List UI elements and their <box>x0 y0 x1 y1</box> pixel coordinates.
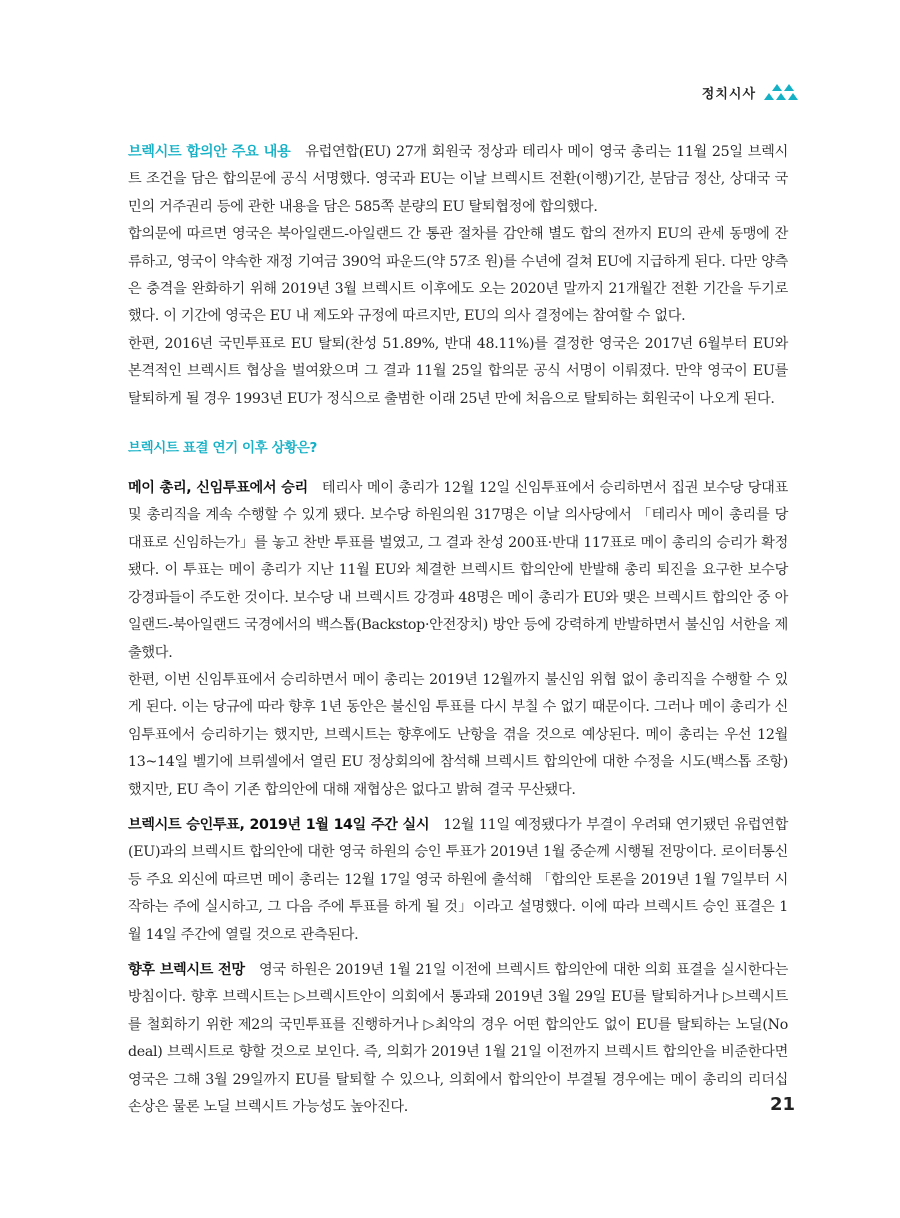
paragraph-agreement-details: 합의문에 따르면 영국은 북아일랜드-아일랜드 간 통관 절차를 감안해 별도 합의 전까지 EU의 관세 동맹에 잔류하고, 영국이 약속한 재정 기여금 390억 파운드(약 57조 원)를 수년에 걸쳐 EU에 지급하게 된다. 다만 양측은 충격을 완화하기 위해 2019년 3월 브렉시트 이후에도 오는 2020년 말까지 21개월간 전환 기간을 두기로 했다. 이 기간에 영국은 EU 내 제도와 규정에 따르지만, EU의 의사 결정에는 참여할 수 없다. <box>128 226 788 325</box>
lead-main-contents: 브렉시트 합의안 주요 내용 <box>128 144 291 160</box>
page-number: 21 <box>770 1094 796 1115</box>
section-logo-icon <box>764 82 800 102</box>
paragraph-main-contents-text: 유럽연합(EU) 27개 회원국 정상과 테리사 메이 영국 총리는 11월 25일 브렉시트 조건을 담은 합의문에 공식 서명했다. 영국과 EU는 이날 브렉시트 전환(이행)기간, 분담금 정산, 상대국 국민의 거주권리 등에 관한 내용을 담은 585쪽 분량의 EU 탈퇴협정에 합의했다. <box>128 144 788 215</box>
article-body <box>128 139 788 1121</box>
paragraph-outlook-text: 영국 하원은 2019년 1월 21일 이전에 브렉시트 합의안에 대한 의회 표결을 실시한다는 방침이다. 향후 브렉시트는 ▷브렉시트안이 의회에서 통과돼 2019년 3월 29일 EU를 탈퇴하거나 ▷브렉시트를 철회하기 위한 제2의 국민투표를 진행하거나 ▷최악의 경우 어떤 합의안도 없이 EU를 탈퇴하는 노딜(No deal) 브렉시트로 향할 것으로 보인다. 즉, 의회가 2019년 1월 21일 이전까지 브렉시트 합의안을 비준한다면 영국은 그해 3월 29일까지 EU를 탈퇴할 수 있으나, 의회에서 합의안이 부결될 경우에는 메이 총리의 리더십 손상은 물론 노딜 브렉시트 가능성도 높아진다. <box>128 961 788 1115</box>
paragraph-confidence-vote <box>128 475 788 667</box>
paragraph-outlook <box>128 957 788 1121</box>
lead-confidence-vote: 메이 총리, 신임투표에서 승리 <box>128 480 308 497</box>
page-header <box>702 82 800 102</box>
paragraph-approval-vote <box>128 812 788 949</box>
paragraph-approval-vote-text: 12월 11일 예정됐다가 부결이 우려돼 연기됐던 유럽연합(EU)과의 브렉시트 합의안에 대한 영국 하원의 승인 투표가 2019년 1월 중순께 시행될 전망이다. 로이터통신 등 주요 외신에 따르면 메이 총리는 12월 17일 영국 하원에 출석해 「합의안 토론을 2019년 1월 7일부터 시작하는 주에 실시하고, 그 다음 주에 투표를 하게 될 것」이라고 설명했다. 이에 따라 브렉시트 승인 표결은 1월 14일 주간에 열릴 것으로 관측된다. <box>128 816 788 943</box>
lead-approval-vote: 브렉시트 승인투표, 2019년 1월 14일 주간 실시 <box>128 816 430 833</box>
paragraph-main-contents <box>128 139 788 221</box>
heading-after-vote-delay: 브렉시트 표결 연기 이후 상황은? <box>128 440 317 457</box>
paragraph-referendum-background: 한편, 2016년 국민투표로 EU 탈퇴(찬성 51.89%, 반대 48.11%)를 결정한 영국은 2017년 6월부터 EU와 본격적인 브렉시트 협상을 벌여왔으며 그 결과 11월 25일 합의문 공식 서명이 이뤄졌다. 만약 영국이 EU를 탈퇴하게 될 경우 1993년 EU가 정식으로 출범한 이래 25년 만에 처음으로 탈퇴하는 회원국이 나오게 된다. <box>128 335 788 407</box>
lead-outlook: 향후 브렉시트 전망 <box>128 961 245 978</box>
paragraph-confidence-aftermath: 한편, 이번 신임투표에서 승리하면서 메이 총리는 2019년 12월까지 불신임 위협 없이 총리직을 수행할 수 있게 된다. 이는 당규에 따라 향후 1년 동안은 불신임 투표를 다시 부칠 수 없기 때문이다. 그러나 메이 총리가 신임투표에서 승리하기는 했지만, 브렉시트는 향후에도 난항을 겪을 것으로 예상된다. 메이 총리는 우선 12월 13~14일 벨기에 브뤼셀에서 열린 EU 정상회의에 참석해 브렉시트 합의안에 대한 수정을 시도(백스톱 조항)했지만, EU 측이 기존 합의안에 대해 재협상은 없다고 밝혀 결국 무산됐다. <box>128 671 788 798</box>
paragraph-confidence-vote-text: 테리사 메이 총리가 12월 12일 신임투표에서 승리하면서 집권 보수당 당대표 및 총리직을 계속 수행할 수 있게 됐다. 보수당 하원의원 317명은 이날 의사당에서 「테리사 메이 총리를 당 대표로 신임하는가」를 놓고 찬반 투표를 벌였고, 그 결과 찬성 200표·반대 117표로 메이 총리의 승리가 확정됐다. 이 투표는 메이 총리가 지난 11월 EU와 체결한 브렉시트 합의안에 반발해 총리 퇴진을 요구한 보수당 강경파들이 주도한 것이다. 보수당 내 브렉시트 강경파 48명은 메이 총리가 EU와 맺은 브렉시트 합의안 중 아일랜드-북아일랜드 국경에서의 백스톱(Backstop·안전장치) 방안 등에 강력하게 반발하면서 불신임 서한을 제출했다. <box>128 480 788 661</box>
section-label: 정치시사 <box>701 86 756 102</box>
